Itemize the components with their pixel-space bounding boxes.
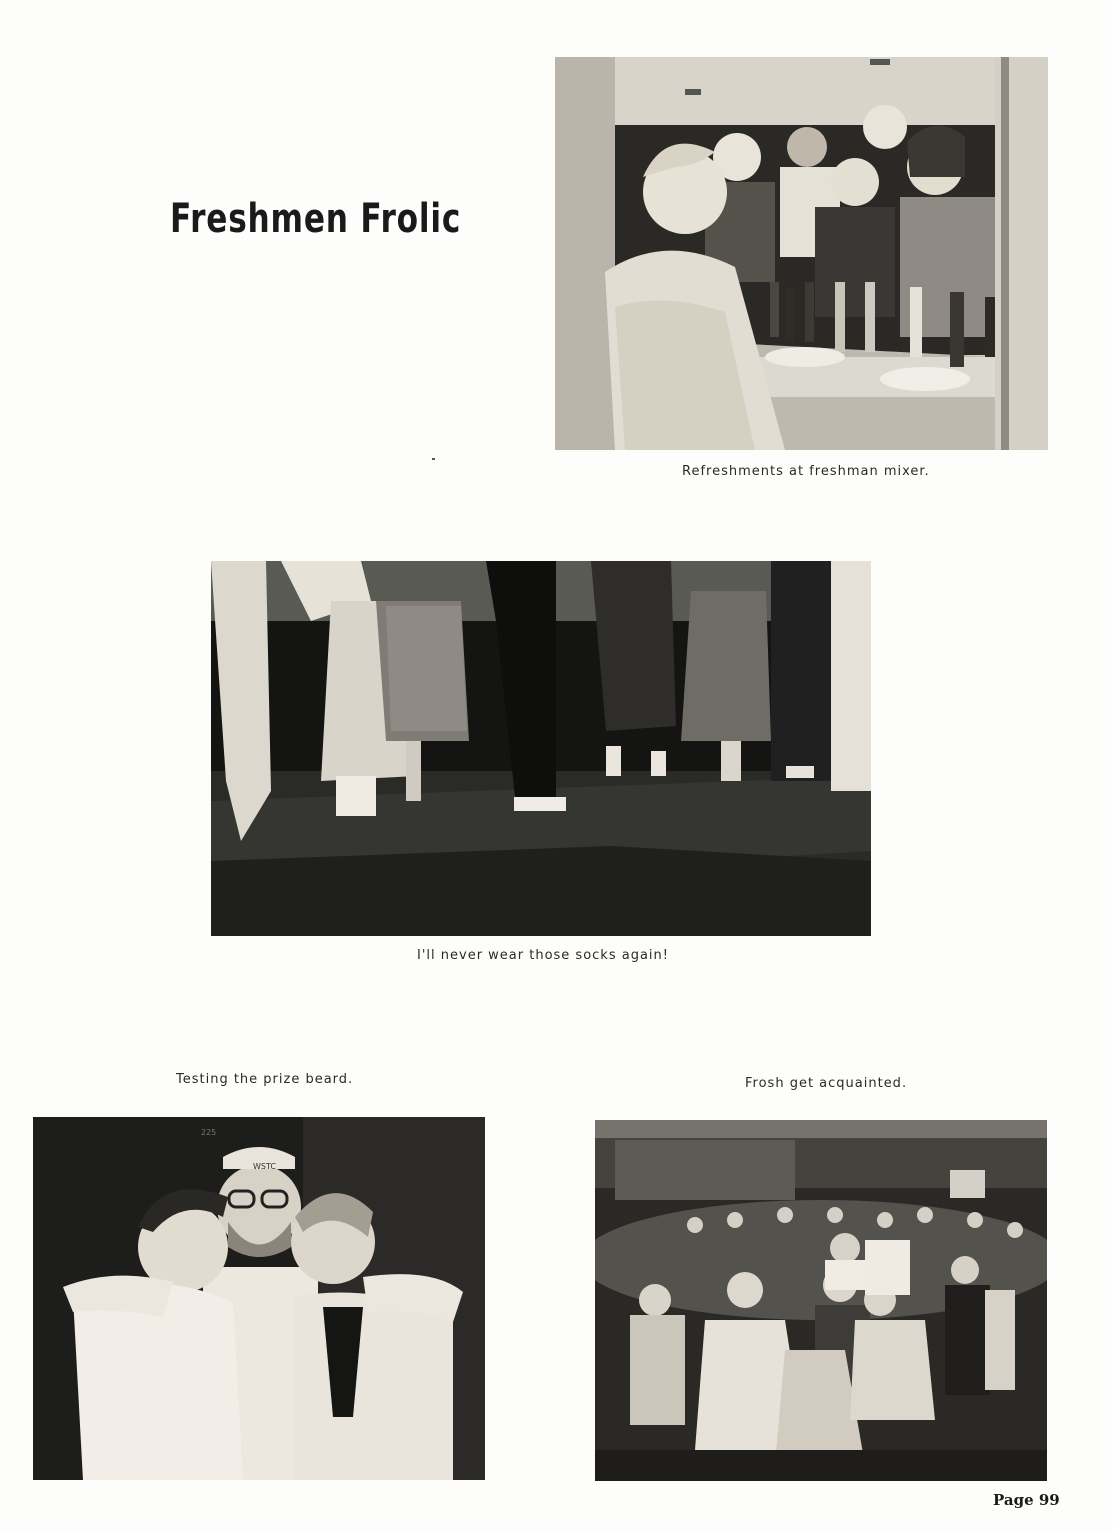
photo-caption: Frosh get acquainted. <box>745 1076 908 1091</box>
photo-prize-beard <box>33 1117 485 1480</box>
page-number: Page 99 <box>993 1491 1060 1509</box>
photo-caption: Testing the prize beard. <box>176 1072 354 1087</box>
door-number: 225 <box>201 1128 217 1137</box>
photo-dance-floor <box>211 561 871 936</box>
photo-caption: Refreshments at freshman mixer. <box>682 464 930 479</box>
print-speck <box>432 458 435 460</box>
photo-refreshments <box>555 57 1048 450</box>
cap-text: WSTC <box>253 1162 276 1171</box>
photo-caption: I'll never wear those socks again! <box>417 948 669 963</box>
photo-frosh-acquainted <box>595 1120 1047 1481</box>
page-title: Freshmen Frolic <box>170 196 462 242</box>
